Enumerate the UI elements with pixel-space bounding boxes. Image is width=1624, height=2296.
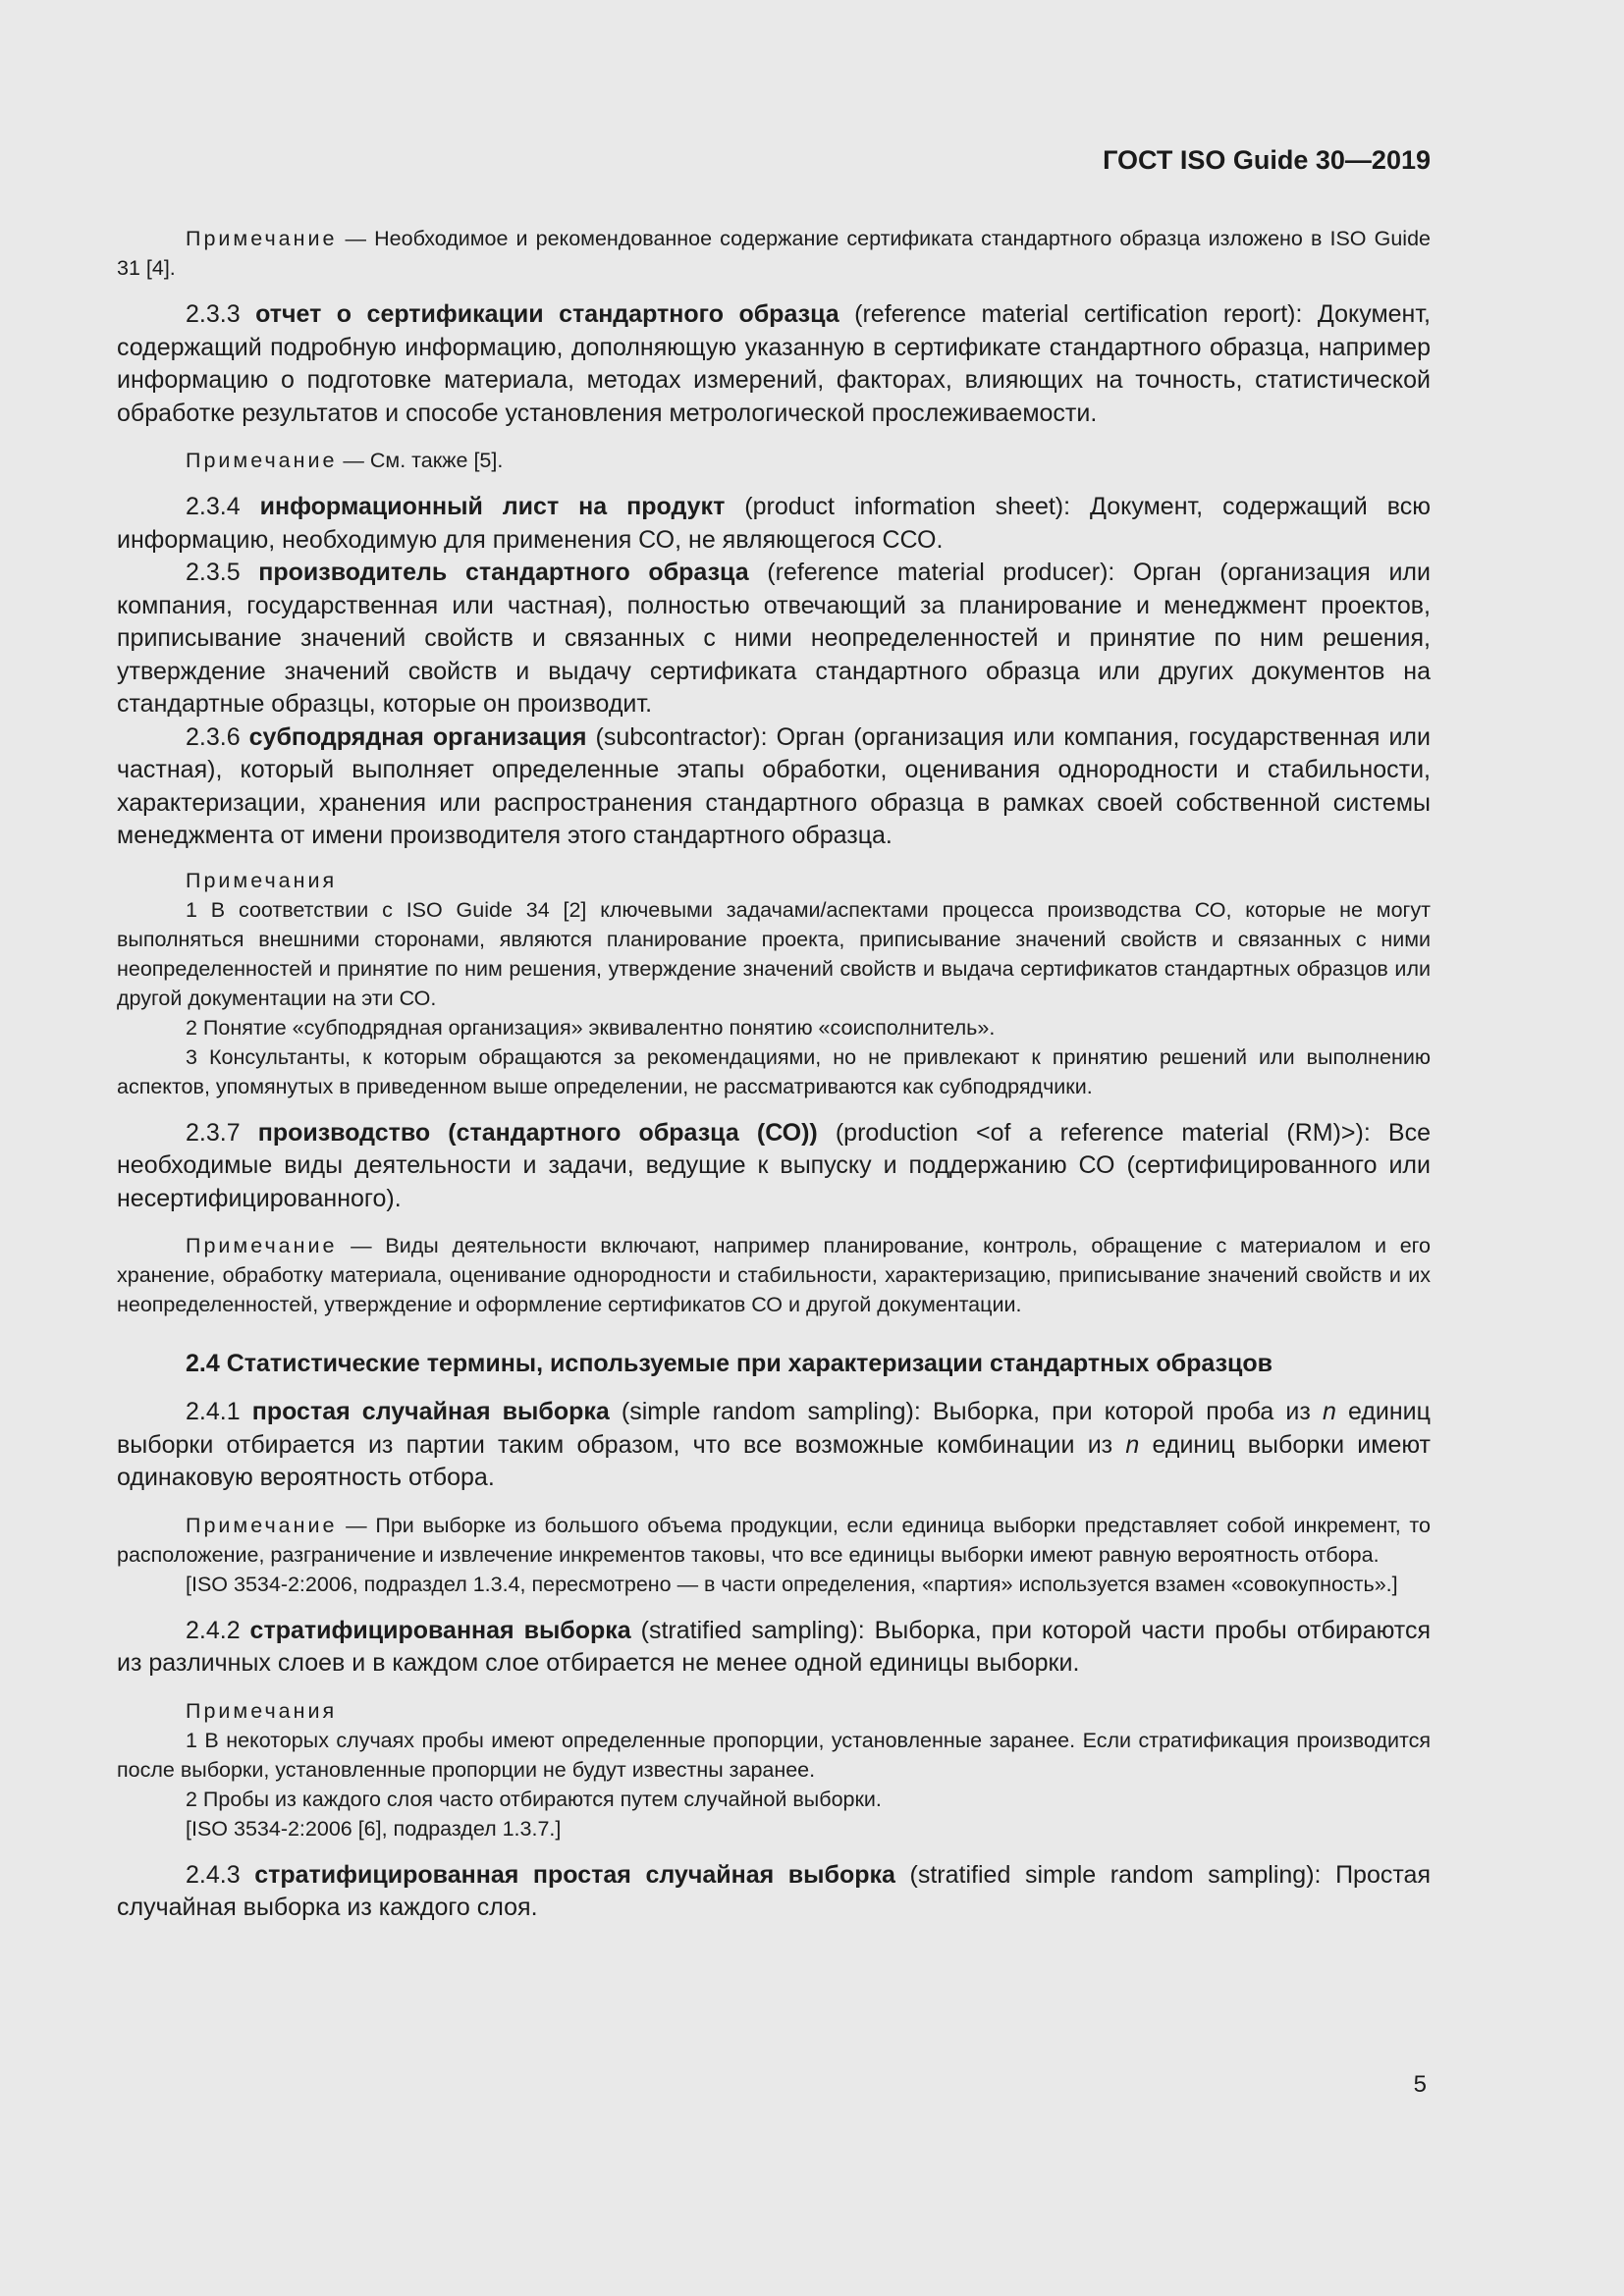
document-body — [117, 224, 1431, 1925]
note-source: [ISO 3534-2:2006 [6], подраздел 1.3.7.] — [186, 1816, 562, 1841]
note-label: Примечание — [186, 449, 338, 472]
note-paragraph: Примечание — Необходимое и рекомендованное содержание сертификата стандартного образца изложено в ISO Guide 31 [4]. — [117, 227, 1432, 280]
variable-n: n — [1125, 1430, 1140, 1459]
variable-n: n — [1322, 1398, 1336, 1425]
definition-2-3-5: 2.3.5 производитель стандартного образца (reference material producer): Орган (организация или компания, государственная или частная), полностью отвечающий за планирование и менеджмент проектов, приписывание значений свойств и связанных с ними неопределенностей и принятие по ним решения, утверждение значений свойств и выдачу сертификата стандартного образца или других документов на стандартные образцы, которые он производит. — [117, 559, 1431, 718]
note-paragraph: Примечание — При выборке из большого объема продукции, если единица выборки представляет собой инкремент, то расположение, разграничение и извлечение инкрементов таковы, что все единицы выборки имеют равную вероятность отбора. — [117, 1513, 1431, 1567]
note-text: Необходимое и рекомендованное содержание сертификата стандартного образца изложено в ISO Guide 31 [4]. — [117, 227, 1432, 280]
term: информационный лист на продукт — [259, 493, 726, 520]
note-item: 2 Пробы из каждого слоя часто отбираются путем случайной выборки. — [186, 1787, 882, 1811]
note-label: Примечание — [186, 1234, 338, 1257]
definition-2-4-3: 2.4.3 стратифицированная простая случайная выборка (stratified simple random sampling): Простая случайная выборка из каждого слоя. — [117, 1860, 1431, 1921]
definition-2-3-4: 2.3.4 информационный лист на продукт (product information sheet): Документ, содержащий всю информацию, необходимую для применения СО, не являющегося ССО. — [117, 493, 1431, 554]
term: производство (стандартного образца (СО)) — [257, 1118, 818, 1147]
note-item: 2 Понятие «субподрядная организация» эквивалентно понятию «соисполнитель». — [186, 1015, 996, 1040]
definition-2-3-7: 2.3.7 производство (стандартного образца (СО)) (production <of a reference material (RM)>): Все необходимые виды деятельности и задачи, ведущие к выпуску и поддержанию СО (сертифицированного или несертифицированного). — [117, 1118, 1431, 1212]
definition-2-4-2: 2.4.2 стратифицированная выборка (stratified sampling): Выборка, при которой части пробы отбираются из различных слоев и в каждом слое отбирается не менее одной единицы выборки. — [117, 1616, 1432, 1677]
note-label: Примечание — [186, 227, 338, 250]
notes-heading: Примечания — [186, 1698, 338, 1723]
notes-heading: Примечания — [186, 868, 338, 892]
note-paragraph: Примечание — См. также [5]. — [186, 449, 504, 472]
note-label: Примечание — [186, 1513, 338, 1537]
note-paragraph: Примечание — Виды деятельности включают, например планирование, контроль, обращение с материалом и его хранение, обработку материала, оценивание однородности и стабильности, характеризацию, приписывание значений свойств и их неопределенностей, утверждение и оформление сертификатов СО и другой документации. — [117, 1234, 1431, 1316]
definition-2-4-1: 2.4.1 простая случайная выборка (simple random sampling): Выборка, при которой проба из n единиц выборки отбирается из партии таким образом, что все возможные комбинации из n единиц выборки имеют одинаковую вероятность отбора. — [117, 1398, 1431, 1491]
page-number: 5 — [1413, 2071, 1427, 2098]
term: отчет о сертификации стандартного образца — [255, 300, 839, 328]
term: производитель стандартного образца — [258, 559, 749, 586]
section-heading-2-4: 2.4 Статистические термины, используемые при характеризации стандартных образцов — [186, 1350, 1273, 1377]
note-item: 3 Консультанты, к которым обращаются за рекомендациями, но не привлекают к принятию решений или выполнению аспектов, упомянутых в приведенном выше определении, не рассматриваются как субподрядчики. — [117, 1044, 1431, 1098]
note-source: [ISO 3534-2:2006, подраздел 1.3.4, пересмотрено — в части определения, «партия» используется взамен «совокупность».] — [186, 1572, 1398, 1596]
term: стратифицированная простая случайная выборка — [254, 1860, 895, 1889]
note-item: 1 В соответствии с ISO Guide 34 [2] ключевыми задачами/аспектами процесса производства СО, которые не могут выполняться внешними сторонами, являются планирование проекта, приписывание значений свойств и связанных с ними неопределенностей и принятие по ним решения, утверждение значений свойств и выдача сертификатов стандартных образцов или другой документации на эти СО. — [117, 897, 1431, 1010]
term: стратифицированная выборка — [249, 1616, 631, 1644]
definition-2-3-3: 2.3.3 отчет о сертификации стандартного образца (reference material certification report): Документ, содержащий подробную информацию, дополняющую указанную в сертификате стандартного образца, например информацию о подготовке материала, методах измерений, факторах, влияющих на точность, статистической обработке результатов и способе установления метрологической прослеживаемости. — [117, 300, 1431, 427]
document-header: ГОСТ ISO Guide 30—2019 — [1103, 145, 1431, 175]
definition-2-3-6: 2.3.6 субподрядная организация (subcontractor): Орган (организация или компания, государственная или частная), который выполняет определенные этапы обработки, оценивания однородности и стабильности, характеризации, хранения или распространения стандартного образца в рамках своей собственной системы менеджмента от имени производителя этого стандартного образца. — [117, 722, 1431, 849]
note-item: 1 В некоторых случаях пробы имеют определенные пропорции, установленные заранее. Если стратификация производится после выборки, установленные пропорции не будут известны заранее. — [117, 1728, 1431, 1782]
term: простая случайная выборка — [251, 1398, 610, 1425]
term: субподрядная организация — [248, 722, 587, 751]
